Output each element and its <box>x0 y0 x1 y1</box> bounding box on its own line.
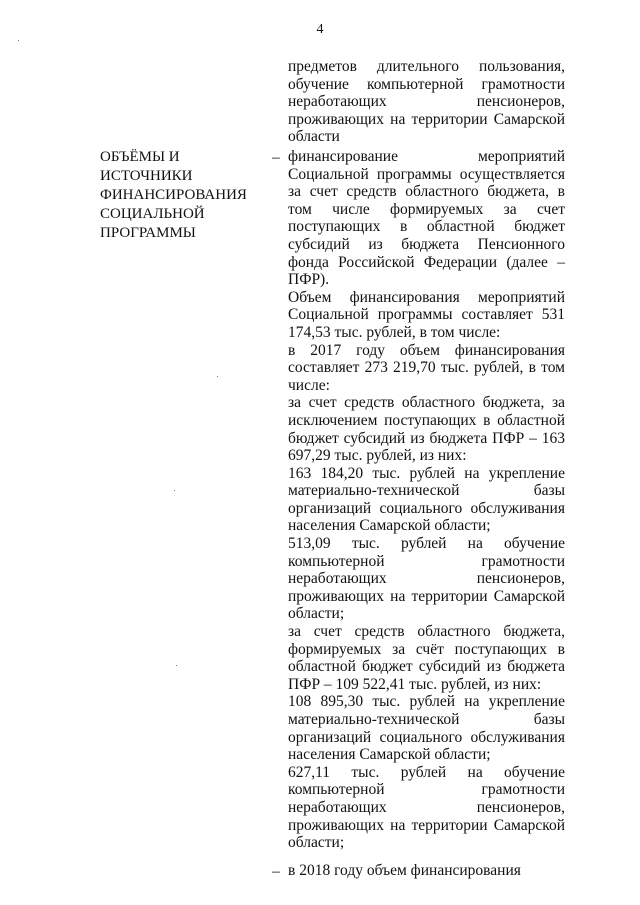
scan-speck <box>217 376 218 377</box>
paragraph-regional-budget: за счет средств областного бюджета, за исключением поступающих в областной бюджет субсидий из бюджета ПФР – 163 697,29 тыс. рублей, из них: <box>288 394 565 465</box>
scan-speck <box>176 665 177 666</box>
intro-text: предметов длительного пользования, обучение компьютерной грамотности неработающих пенсионеров, проживающих на территории Самарской области <box>288 58 565 146</box>
paragraph-2018-container <box>288 862 565 880</box>
paragraph-material-base-1: 163 184,20 тыс. рублей на укрепление материально-технической базы организаций социального обслуживания населения Самарской области; <box>288 464 565 535</box>
paragraph-2017: в 2017 году объем финансирования составляет 273 219,70 тыс. рублей, в том числе: <box>288 341 565 394</box>
paragraph-material-base-2: 108 895,30 тыс. рублей на укрепление материально-технической базы организаций социального обслуживания населения Самарской области; <box>288 693 565 764</box>
section-heading: ОБЪЁМЫ И ИСТОЧНИКИ ФИНАНСИРОВАНИЯ СОЦИАЛЬНОЙ ПРОГРАММЫ <box>100 149 247 241</box>
page-number: 4 <box>316 22 324 37</box>
paragraph-total-volume: Объем финансирования мероприятий Социальной программы составляет 531 174,53 тыс. рублей, в том числе: <box>288 288 565 341</box>
scan-speck <box>18 40 19 41</box>
paragraph-computer-training-1: 513,09 тыс. рублей на обучение компьютерной грамотности неработающих пенсионеров, проживающих на территории Самарской области; <box>288 535 565 623</box>
paragraph-computer-training-2: 627,11 тыс. рублей на обучение компьютерной грамотности неработающих пенсионеров, проживающих на территории Самарской области; <box>288 763 565 852</box>
paragraph-financing-source: финансирование мероприятий Социальной программы осуществляется за счет средств областного бюджета, в том числе формируемых за счет поступающих в областной бюджет субсидий из бюджета Пенсионного фонда Российской Федерации (далее – ПФР). <box>288 148 565 289</box>
financing-text <box>288 148 565 852</box>
section-dash: – <box>272 149 280 166</box>
intro-paragraph <box>288 58 565 146</box>
paragraph-dash: – <box>272 863 280 880</box>
paragraph-pfr-subsidies: за счет средств областного бюджета, формируемых за счёт поступающих в областной бюджет субсидий из бюджета ПФР – 109 522,41 тыс. рублей, из них: <box>288 623 565 693</box>
paragraph-2018: в 2018 году объем финансирования <box>288 862 521 879</box>
scan-speck <box>174 490 175 491</box>
